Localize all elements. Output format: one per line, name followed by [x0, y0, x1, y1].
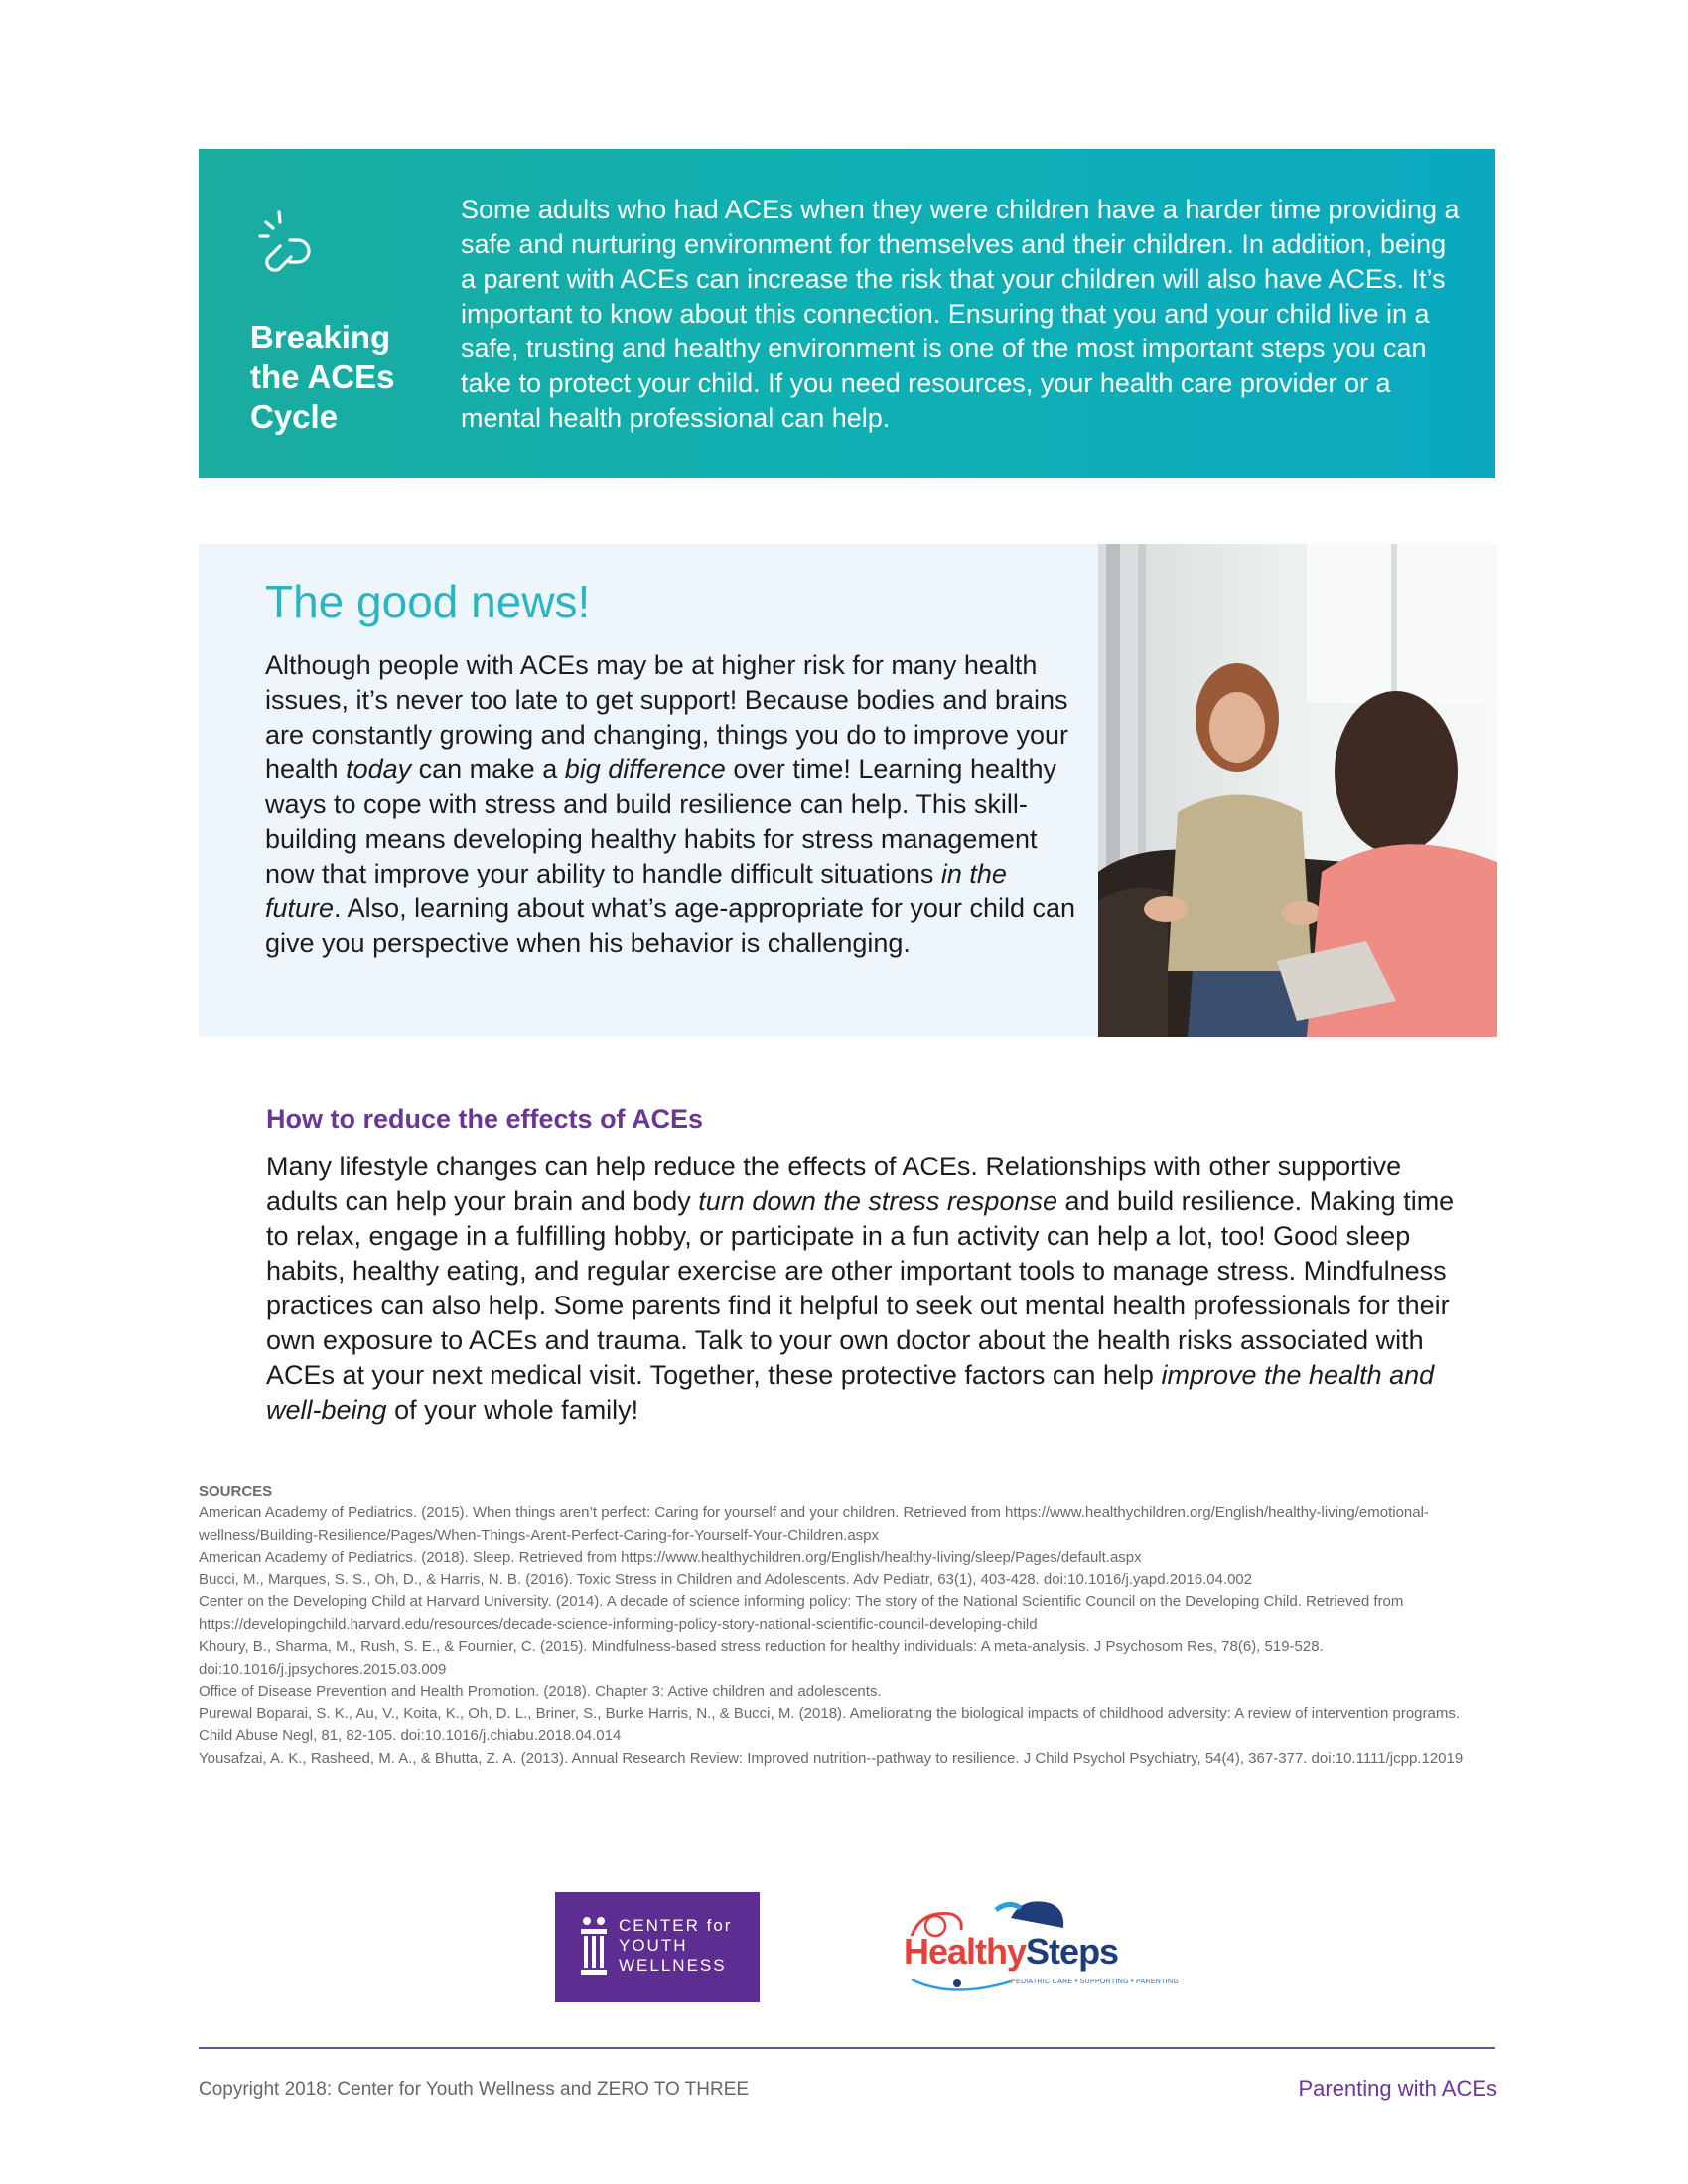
- pillar-icon: [579, 1916, 609, 1978]
- good-news-body: Although people with ACEs may be at higher risk for many health issues, it’s never too late to get support! Because bodies and brains are constantly growing and changing, things you do to improve your health today can make a big difference over time! Learning healthy ways to cope with stress and build resilience can help. This skill-building means developing healthy habits for stress management now that improve your ability to handle difficult situations in the future. Also, learning about what’s age-appropriate for your child can give you perspective when his behavior is challenging.: [265, 650, 1076, 958]
- cyw-line3: WELLNESS: [619, 1956, 727, 1975]
- sources-label: SOURCES: [199, 1483, 273, 1500]
- center-for-youth-wellness-logo: [555, 1892, 760, 2002]
- source-entry: Yousafzai, A. K., Rasheed, M. A., & Bhutta, Z. A. (2013). Annual Research Review: Improved nutrition--pathway to resilience. J Child Psychol Psychiatry, 54(4), 367-377. doi:10.1111/jcpp.12019: [199, 1749, 1464, 1767]
- footer-copyright: Copyright 2018: Center for Youth Wellness and ZERO TO THREE: [199, 2079, 750, 2100]
- broken-link-icon: [246, 199, 336, 278]
- source-entry: Purewal Boparai, S. K., Au, V., Koita, K., Oh, D. L., Briner, S., Burke Harris, N., & Bucci, M. (2018). Ameliorating the biological impacts of childhood adversity: A review of intervention programs. Child Abuse Negl, 81, 82-105. doi:10.1016/j.chiabu.2018.04.014: [199, 1705, 1461, 1744]
- source-entry: American Academy of Pediatrics. (2018). Sleep. Retrieved from https://www.healthychildren.org/English/healthy-living/sleep/Pages/default.aspx: [199, 1549, 1142, 1566]
- source-entry: Office of Disease Prevention and Health Promotion. (2018). Chapter 3: Active children and adolescents.: [199, 1683, 882, 1700]
- banner-text: Some adults who had ACEs when they were children have a harder time providing a safe and nurturing environment for themselves and their children. In addition, being a parent with ACEs can increase the risk that your children will also have ACEs. It’s important to know about this connection. Ensuring that you and your child live in a safe, trusting and healthy environment is one of the most important steps you can take to protect your child. If you need resources, your health care provider or a mental health professional can help.: [461, 195, 1460, 433]
- reduce-effects-body: Many lifestyle changes can help reduce the effects of ACEs. Relationships with other supportive adults can help your brain and body turn down the stress response and build resilience. Making time to relax, engage in a fulfilling hobby, or participate in a fun activity can help a lot, too! Good sleep habits, healthy eating, and regular exercise are other important tools to manage stress. Mindfulness practices can also help. Some parents find it helpful to seek out mental health professionals for their own exposure to ACEs and trauma. Talk to your own doctor about the health risks associated with ACEs at your next medical visit. Together, these protective factors can help improve the health and well-being of your whole family!: [266, 1152, 1455, 1425]
- healthysteps-wordmark: HealthySteps: [904, 1931, 1119, 1972]
- banner-heading: Breaking the ACEs Cycle: [250, 319, 395, 435]
- source-entry: Bucci, M., Marques, S. S., Oh, D., & Harris, N. B. (2016). Toxic Stress in Children and Adolescents. Adv Pediatr, 63(1), 403-428. doi:10.1016/j.yapd.2016.04.002: [199, 1570, 1253, 1588]
- source-entry: Khoury, B., Sharma, M., Rush, S. E., & Fournier, C. (2015). Mindfulness-based stress reduction for healthy individuals: A meta-analysis. J Psychosom Res, 78(6), 519-528. doi:10.1016/j.jpsychores.2015.03.009: [199, 1638, 1324, 1678]
- healthysteps-logo: [902, 1896, 1180, 2005]
- cyw-line1: CENTER for: [619, 1916, 733, 1935]
- sources-section: [199, 1482, 1479, 1770]
- good-news-section: [199, 544, 1098, 1037]
- counseling-photo: [1098, 544, 1497, 1037]
- reduce-effects-title: How to reduce the effects of ACEs: [266, 1104, 704, 1134]
- breaking-cycle-banner: [199, 149, 1495, 478]
- source-entry: Center on the Developing Child at Harvard University. (2014). A decade of science informing policy: The story of the National Scientific Council on the Developing Child. Retrieved from https://developingchild.harvard.edu/resources/decade-science-informing-policy-story-national-scientific-council-developing-child: [199, 1593, 1404, 1633]
- healthysteps-tagline: PEDIATRIC CARE • SUPPORTING • PARENTING: [1011, 1979, 1180, 1985]
- footer-divider: [199, 2047, 1495, 2049]
- cyw-line2: YOUTH: [619, 1936, 688, 1955]
- good-news-title: The good news!: [265, 576, 591, 627]
- footer-title: Parenting with ACEs: [1298, 2076, 1497, 2101]
- source-entry: American Academy of Pediatrics. (2015). When things aren’t perfect: Caring for yourself and your children. Retrieved from https://www.healthychildren.org/English/healthy-living/emotional-wellness/Building-Resilience/Pages/When-Things-Arent-Perfect-Caring-for-Yourself-Your-Children.aspx: [199, 1504, 1429, 1544]
